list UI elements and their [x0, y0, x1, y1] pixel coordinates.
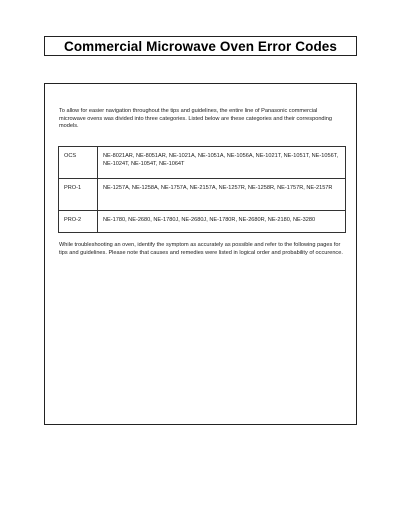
category-models: NE-8021AR, NE-8051AR, NE-1021A, NE-1051A, NE-1056A, NE-1021T, NE-1051T, NE-1056T, NE-1024T, NE-1054T, NE-1064T — [98, 147, 346, 179]
category-name: PRO-2 — [59, 211, 98, 233]
category-models: NE-1257A, NE-1258A, NE-1757A, NE-2157A, NE-1257R, NE-1258R, NE-1757R, NE-2157R — [98, 179, 346, 211]
category-name: OCS — [59, 147, 98, 179]
table-row — [59, 179, 346, 211]
content-box — [44, 83, 357, 425]
model-category-table — [58, 146, 346, 233]
intro-paragraph: To allow for easier navigation throughout the tips and guidelines, the entire line of Panasonic commercial microwave ovens was divided into three categories. Listed below are these categories and their corresponding models. — [59, 108, 333, 130]
category-name: PRO-1 — [59, 179, 98, 211]
table-row — [59, 147, 346, 179]
outro-paragraph: While troubleshooting an oven, identify the symptom as accurately as possible and refer to the following pages for tips and guidelines. Please note that causes and remedies were listed in logical order and probability of occurence. — [59, 242, 343, 256]
category-models: NE-1780, NE-2680, NE-1780J, NE-2680J, NE-1780R, NE-2680R, NE-2180, NE-3280 — [98, 211, 346, 233]
title-box — [44, 36, 357, 56]
table-row — [59, 211, 346, 233]
page-title: Commercial Microwave Oven Error Codes — [63, 38, 338, 54]
